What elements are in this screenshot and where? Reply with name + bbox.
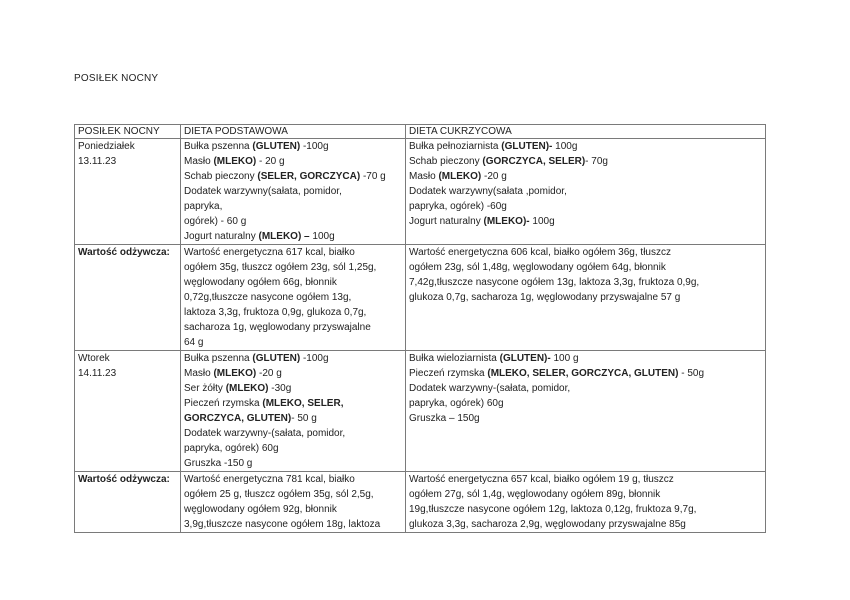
menu-text: Bułka wieloziarnista <box>409 353 500 364</box>
menu-line <box>409 351 762 366</box>
basic-nutrition-cell <box>181 472 406 533</box>
nutrition-label-cell <box>75 245 181 351</box>
allergen-text: (GLUTEN)- <box>499 353 551 364</box>
menu-line <box>409 169 762 184</box>
menu-text: ogórek) - 60 g <box>184 216 247 227</box>
nutrition-text: 0,72g,tłuszcze nasycone ogółem 13g, <box>184 292 352 303</box>
menu-text: -30g <box>268 383 292 394</box>
allergen-text: (MLEKO) <box>225 383 269 394</box>
menu-text: Pieczeń rzymska <box>409 368 488 379</box>
menu-line <box>409 199 762 214</box>
allergen-text: (MLEKO) <box>438 171 482 182</box>
menu-text: Ser żółty <box>184 383 226 394</box>
menu-text: Masło <box>184 156 214 167</box>
menu-line <box>409 139 762 154</box>
menu-line <box>409 366 762 381</box>
nutrition-text: laktoza 3,3g, fruktoza 0,9g, glukoza 0,7g, <box>184 307 367 318</box>
day-cell <box>75 351 181 472</box>
nutrition-row <box>75 245 766 351</box>
menu-line <box>184 139 402 154</box>
menu-text: Dodatek warzywny-(sałata, pomidor, <box>409 383 571 394</box>
menu-text: -100g <box>300 353 329 364</box>
menu-text: Dodatek warzywny(sałata, pomidor, <box>184 186 342 197</box>
menu-line <box>409 411 762 426</box>
day-date: 14.11.23 <box>78 368 117 379</box>
nutrition-text: ogółem 25 g, tłuszcz ogółem 35g, sól 2,5g, <box>184 489 374 500</box>
menu-text: - 20 g <box>256 156 285 167</box>
menu-text: - 50 g <box>291 413 317 424</box>
nutrition-text: Wartość energetyczna 657 kcal, białko ogółem 19 g, tłuszcz <box>409 474 674 485</box>
diabetic-nutrition-cell <box>406 245 766 351</box>
menu-text: Bułka pszenna <box>184 141 253 152</box>
menu-line <box>184 169 402 184</box>
day-date: 13.11.23 <box>78 156 117 167</box>
nutrition-text: ogółem 23g, sól 1,48g, węglowodany ogółem 64g, błonnik <box>409 262 666 273</box>
menu-line <box>184 381 402 396</box>
allergen-text: (MLEKO) – <box>258 231 310 242</box>
menu-line <box>184 396 402 411</box>
nutrition-text: glukoza 3,3g, sacharoza 2,9g, węglowodany przyswajalne 85g <box>409 519 686 530</box>
menu-text: -70 g <box>360 171 386 182</box>
nutrition-text: ogółem 35g, tłuszcz ogółem 23g, sól 1,25g, <box>184 262 377 273</box>
allergen-text: (MLEKO, SELER, GORCZYCA, GLUTEN) <box>487 368 679 379</box>
menu-text: Schab pieczony <box>184 171 258 182</box>
nutrition-text: glukoza 0,7g, sacharoza 1g, węglowodany przyswajalne 57 g <box>409 292 681 303</box>
menu-line <box>184 426 402 441</box>
day-row <box>75 139 766 245</box>
day-name: Wtorek <box>78 353 110 364</box>
nutrition-text: 7,42g,tłuszcze nasycone ogółem 13g, laktoza 3,3g, fruktoza 0,9g, <box>409 277 700 288</box>
menu-text: 100g <box>552 141 578 152</box>
menu-text: Dodatek warzywny(sałata ,pomidor, <box>409 186 567 197</box>
nutrition-text: Wartość energetyczna 606 kcal, białko ogółem 36g, tłuszcz <box>409 247 671 258</box>
menu-line <box>184 184 402 199</box>
nutrition-label: Wartość odżywcza: <box>78 247 170 258</box>
nutrition-text: sacharoza 1g, węglowodany przyswajalne <box>184 322 371 333</box>
menu-body <box>75 139 766 533</box>
menu-text: Masło <box>184 368 214 379</box>
allergen-text: (MLEKO, SELER, <box>262 398 344 409</box>
allergen-text: (GLUTEN) <box>252 141 301 152</box>
day-row <box>75 351 766 472</box>
menu-text: Jogurt naturalny <box>184 231 259 242</box>
menu-line <box>409 154 762 169</box>
basic-nutrition-cell <box>181 245 406 351</box>
header-row <box>75 125 766 139</box>
menu-text: Schab pieczony <box>409 156 483 167</box>
basic-diet-menu-cell <box>181 351 406 472</box>
menu-text: Dodatek warzywny-(sałata, pomidor, <box>184 428 346 439</box>
menu-text: - 50g <box>678 368 705 379</box>
header-meal: POSIŁEK NOCNY <box>75 125 181 139</box>
menu-line <box>409 396 762 411</box>
menu-text: papryka, ogórek) 60g <box>409 398 504 409</box>
menu-text: Bułka pszenna <box>184 353 253 364</box>
menu-text: Jogurt naturalny <box>409 216 484 227</box>
nutrition-text: 19g,tłuszcze nasycone ogółem 12g, laktoza 0,12g, fruktoza 9,7g, <box>409 504 697 515</box>
header-basic-diet: DIETA PODSTAWOWA <box>181 125 406 139</box>
day-cell <box>75 139 181 245</box>
page-heading: POSIŁEK NOCNY <box>74 73 159 84</box>
menu-line <box>184 214 402 229</box>
nutrition-label: Wartość odżywcza: <box>78 474 170 485</box>
menu-text: papryka, ogórek) -60g <box>409 201 507 212</box>
nutrition-text: 3,9g,tłuszcze nasycone ogółem 18g, laktoza <box>184 519 381 530</box>
menu-text: -100g <box>300 141 329 152</box>
allergen-text: (GLUTEN) <box>252 353 301 364</box>
diabetic-nutrition-cell <box>406 472 766 533</box>
menu-table <box>74 124 766 533</box>
menu-text: papryka, ogórek) 60g <box>184 443 279 454</box>
nutrition-row <box>75 472 766 533</box>
allergen-text: (MLEKO) <box>213 368 257 379</box>
menu-line <box>184 199 402 214</box>
allergen-text: (MLEKO)- <box>483 216 530 227</box>
menu-text: Bułka pełnoziarnista <box>409 141 502 152</box>
menu-line <box>184 154 402 169</box>
menu-line <box>184 366 402 381</box>
allergen-text: (GORCZYCA, SELER) <box>482 156 586 167</box>
nutrition-text: Wartość energetyczna 617 kcal, białko <box>184 247 355 258</box>
allergen-text: (MLEKO) <box>213 156 257 167</box>
menu-line <box>184 229 402 244</box>
nutrition-text: ogółem 27g, sól 1,4g, węglowodany ogółem 89g, błonnik <box>409 489 661 500</box>
menu-text: 100 g <box>550 353 579 364</box>
menu-text: Pieczeń rzymska <box>184 398 263 409</box>
menu-text: 100g <box>529 216 555 227</box>
nutrition-text: węglowodany ogółem 66g, błonnik <box>184 277 337 288</box>
menu-text: papryka, <box>184 201 223 212</box>
nutrition-text: 64 g <box>184 337 204 348</box>
allergen-text: (SELER, GORCZYCA) <box>257 171 361 182</box>
allergen-text: GORCZYCA, GLUTEN) <box>184 413 292 424</box>
basic-diet-menu-cell <box>181 139 406 245</box>
nutrition-text: Wartość energetyczna 781 kcal, białko <box>184 474 355 485</box>
menu-text: -20 g <box>481 171 507 182</box>
menu-text: Gruszka – 150g <box>409 413 480 424</box>
day-name: Poniedziałek <box>78 141 135 152</box>
header-diabetic-diet: DIETA CUKRZYCOWA <box>406 125 766 139</box>
menu-line <box>184 351 402 366</box>
menu-line <box>184 456 402 471</box>
menu-text: - 70g <box>585 156 608 167</box>
menu-text: 100g <box>309 231 335 242</box>
menu-text: Masło <box>409 171 439 182</box>
nutrition-text: węglowodany ogółem 92g, błonnik <box>184 504 337 515</box>
menu-text: Gruszka -150 g <box>184 458 253 469</box>
menu-line <box>409 381 762 396</box>
menu-text: -20 g <box>256 368 282 379</box>
allergen-text: (GLUTEN)- <box>501 141 553 152</box>
menu-line <box>409 184 762 199</box>
diabetic-diet-menu-cell <box>406 139 766 245</box>
diabetic-diet-menu-cell <box>406 351 766 472</box>
nutrition-label-cell <box>75 472 181 533</box>
menu-line <box>184 441 402 456</box>
menu-line <box>409 214 762 229</box>
menu-line <box>184 411 402 426</box>
